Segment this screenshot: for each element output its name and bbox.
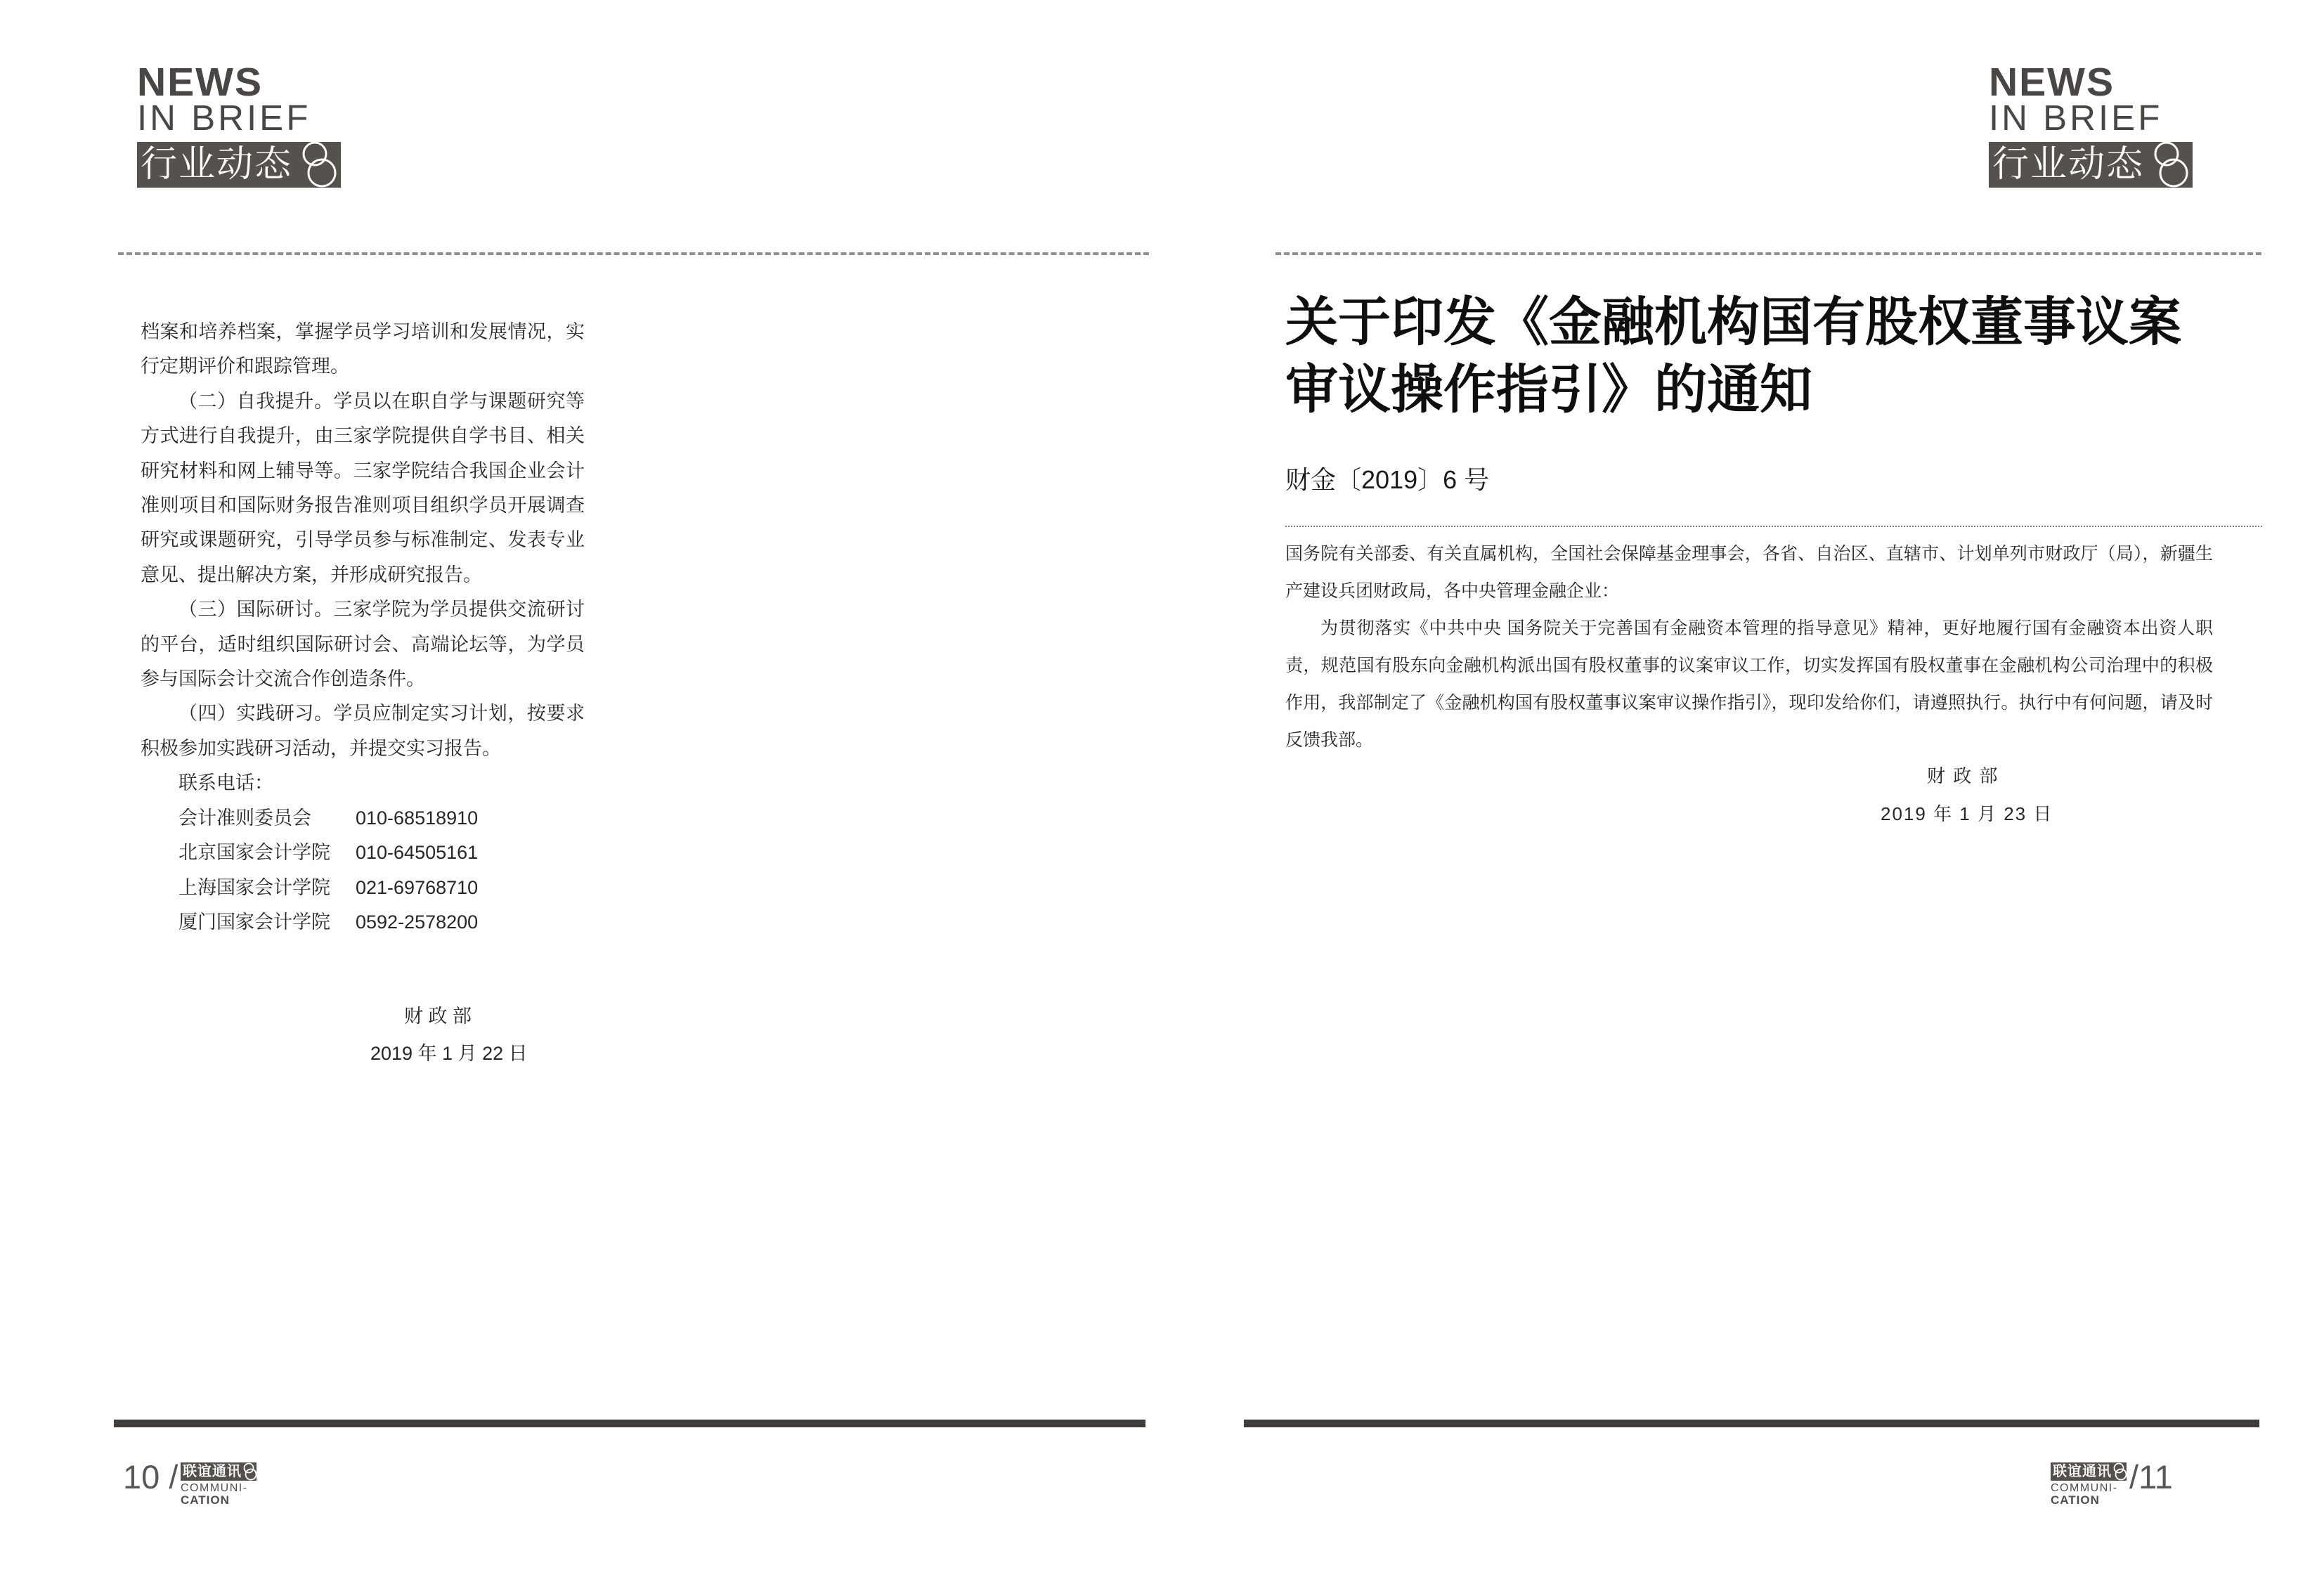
section-header-left — [137, 60, 348, 188]
paragraph: （二）自我提升。学员以在职自学与课题研究等方式进行自我提升，由三家学院提供自学书目、相关研究材料和网上辅导等。三家学院结合我国企业会计准则项目和国际财务报告准则项目组织学员开展调查研究或课题研究，引导学员参与标准制定、发表专业意见、提出解决方案，并形成研究报告。 — [141, 390, 585, 585]
page-number-slash: / — [169, 1458, 178, 1495]
contact-phone: 0592-2578200 — [356, 911, 479, 933]
logo-cn-bar — [181, 1462, 257, 1481]
section-subtitle-en: IN BRIEF — [1989, 98, 2163, 138]
article-title-line1: 关于印发《金融机构国有股权董事议案 — [1285, 292, 2182, 351]
page-number-left — [123, 1460, 178, 1493]
title-body-divider — [1285, 526, 2262, 527]
page-number-slash: / — [2129, 1458, 2139, 1495]
magazine-logo-left — [181, 1462, 279, 1506]
logo-title-cn: 联谊通讯 — [183, 1464, 242, 1479]
contact-phone: 021-69768710 — [356, 876, 479, 898]
overlapping-circles-icon — [289, 142, 339, 188]
paragraph: 国务院有关部委、有关直属机构，全国社会保障基金理事会，各省、自治区、直辖市、计划单列市财政厅（局），新疆生产建设兵团财政局，各中央管理金融企业： — [1285, 544, 2213, 601]
paragraph: （四）实践研习。学员应制定实习计划，按要求积极参加实践研习活动，并提交实习报告。 — [141, 703, 585, 759]
left-page-header-divider — [118, 252, 1149, 255]
contact-row — [141, 905, 585, 940]
section-title-cn: 行业动态 — [141, 144, 293, 185]
section-title-en: NEWS — [137, 60, 263, 105]
contact-row — [141, 836, 585, 870]
document-number: 财金〔2019〕6 号 — [1285, 465, 1490, 494]
overlapping-circles-icon — [2110, 1462, 2128, 1481]
logo-title-cn: 联谊通讯 — [2053, 1464, 2112, 1479]
section-title-en: NEWS — [1989, 60, 2115, 105]
section-title-cn-bar — [1989, 142, 2193, 188]
contact-phone: 010-68518910 — [356, 807, 479, 829]
logo-title-en-line1: COMMUNI- — [181, 1482, 248, 1494]
right-page-header-divider — [1275, 252, 2261, 255]
contact-name: 上海国家会计学院 — [178, 876, 330, 898]
page-number-value: 11 — [2138, 1458, 2173, 1495]
paragraph: （三）国际研讨。三家学院为学员提供交流研讨的平台，适时组织国际研讨会、高端论坛等，为学员参与国际会计交流合作创造条件。 — [141, 599, 585, 690]
contact-phone: 010-64505161 — [356, 842, 479, 864]
left-article-body — [141, 315, 585, 940]
section-title-cn: 行业动态 — [1992, 144, 2145, 185]
paragraph: 为贯彻落实《中共中央 国务院关于完善国有金融资本管理的指导意见》精神，更好地履行国有金融资本出资人职责，规范国有股东向金融机构派出国有股权董事的议案审议工作，切实发挥国有股权董事在金融机构公司治理中的积极作用，我部制定了《金融机构国有股权董事议案审议操作指引》，现印发给你们，请遵照执行。执行中有何问题，请及时反馈我部。 — [1285, 618, 2213, 750]
right-footer-rule — [1244, 1420, 2259, 1427]
logo-title-en-line1: COMMUNI- — [2051, 1482, 2118, 1494]
page-number-value: 10 — [123, 1458, 160, 1495]
left-footer-rule — [114, 1420, 1145, 1427]
overlapping-circles-icon — [2141, 142, 2191, 188]
right-signature: 财 政 部 — [1927, 765, 1999, 786]
right-signature-date: 2019 年 1 月 23 日 — [1881, 803, 2053, 824]
logo-title-en-line2: CATION — [2051, 1493, 2100, 1507]
section-subtitle-en: IN BRIEF — [137, 98, 311, 138]
article-title-line2: 审议操作指引》的通知 — [1285, 360, 1813, 419]
right-article-body — [1285, 536, 2213, 759]
contact-row — [141, 801, 585, 836]
logo-cn-bar — [2051, 1462, 2127, 1481]
contact-name: 会计准则委员会 — [178, 807, 311, 829]
section-title-cn-bar — [137, 142, 341, 188]
contact-name: 厦门国家会计学院 — [178, 911, 330, 933]
section-header-right — [1989, 60, 2200, 188]
contact-heading: 联系电话： — [178, 772, 273, 794]
paragraph: 档案和培养档案，掌握学员学习培训和发展情况，实行定期评价和跟踪管理。 — [141, 321, 585, 377]
article-title — [1285, 288, 2262, 423]
overlapping-circles-icon — [240, 1462, 258, 1481]
left-signature: 财 政 部 — [404, 1006, 472, 1027]
page-number-right — [2129, 1460, 2173, 1493]
logo-title-en-line2: CATION — [181, 1493, 230, 1507]
left-signature-date: 2019 年 1 月 22 日 — [370, 1043, 528, 1064]
contact-row — [141, 871, 585, 905]
contact-name: 北京国家会计学院 — [178, 842, 330, 864]
